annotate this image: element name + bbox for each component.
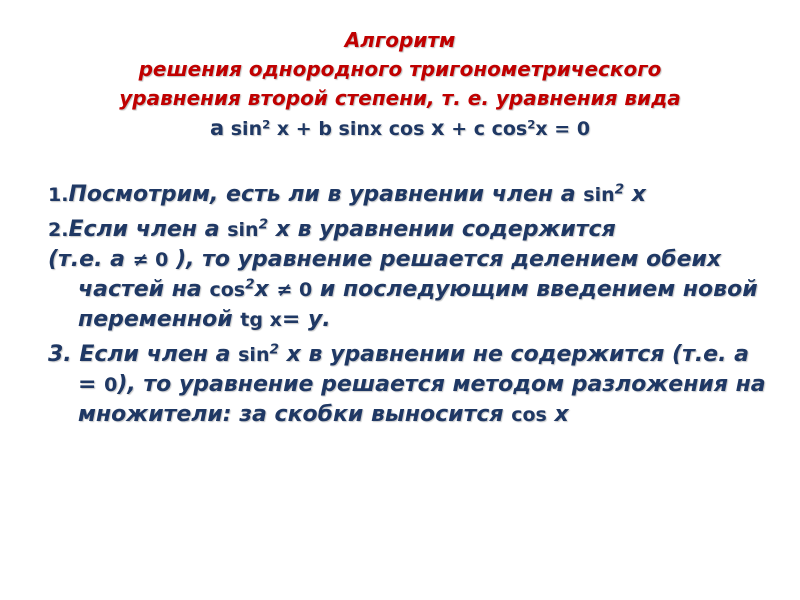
step-3-part-1: в уравнении не содержится (т.е. а =: [78, 342, 749, 397]
step-3-pre: Если член а: [79, 342, 231, 367]
step-2-condition: [48, 245, 772, 335]
formula-exp-2: 2: [527, 117, 536, 132]
step-2b-x: x: [254, 277, 269, 302]
step-1-text: Посмотрим, есть ли в уравнении член а: [68, 182, 576, 207]
slide-title: [20, 26, 780, 144]
step-3-part-2: ), то уравнение решается методом разложения на множители: за скобки выносится: [78, 372, 766, 427]
step-3-number: 3.: [48, 342, 72, 367]
step-2-sin: sin: [227, 219, 259, 241]
algorithm-steps: [48, 180, 772, 435]
step-1-exp: 2: [614, 181, 625, 198]
step-1-number: 1.: [48, 184, 69, 206]
formula-x: x: [431, 116, 445, 140]
formula-sin: sin: [230, 118, 263, 140]
step-2b-cos: cos: [209, 279, 246, 301]
formula-part-2: + c cos: [451, 118, 528, 140]
step-3-x: x: [286, 342, 301, 367]
step-2-post: в уравнении содержится: [297, 217, 616, 242]
step-2b-part-2: и последующим введением новой переменной: [78, 277, 758, 332]
step-2b-ne0: ≠ 0: [276, 279, 313, 301]
title-line-1: Алгоритм: [344, 28, 456, 52]
formula-part-1: x + b sinx cos: [276, 118, 425, 140]
step-2b-exp: 2: [245, 276, 255, 293]
title-formula: [20, 114, 780, 144]
step-2-exp: 2: [258, 216, 269, 233]
step-2-x: x: [275, 217, 290, 242]
title-line-2: решения однородного тригонометрического: [138, 57, 662, 81]
step-3-exp: 2: [269, 341, 279, 358]
step-2b-tg: tg x: [240, 309, 282, 331]
formula-part-3: x = 0: [535, 118, 591, 140]
step-1-x: x: [631, 182, 646, 207]
step-2: [48, 215, 772, 245]
step-3-cos: cos: [511, 404, 547, 426]
step-1: [48, 180, 772, 210]
step-2b-ne: ≠ 0: [132, 249, 169, 271]
formula-exp-1: 2: [262, 117, 271, 132]
step-2-number: 2.: [48, 219, 69, 241]
step-2b-part-3: = у.: [281, 307, 331, 332]
step-1-sin: sin: [583, 184, 615, 206]
formula-a: а: [209, 116, 225, 140]
title-line-3: уравнения второй степени, т. е. уравнения вида: [119, 86, 681, 110]
step-2b-open: (т.е. а: [48, 247, 125, 272]
step-3-sin: sin: [238, 344, 270, 366]
step-2b-part-1: ), то уравнение решается делением обеих частей на: [78, 247, 722, 302]
step-3: [48, 340, 772, 430]
step-3-zero: 0: [104, 374, 118, 396]
step-3-x2: x: [554, 402, 569, 427]
step-2-pre: Если член а: [68, 217, 220, 242]
